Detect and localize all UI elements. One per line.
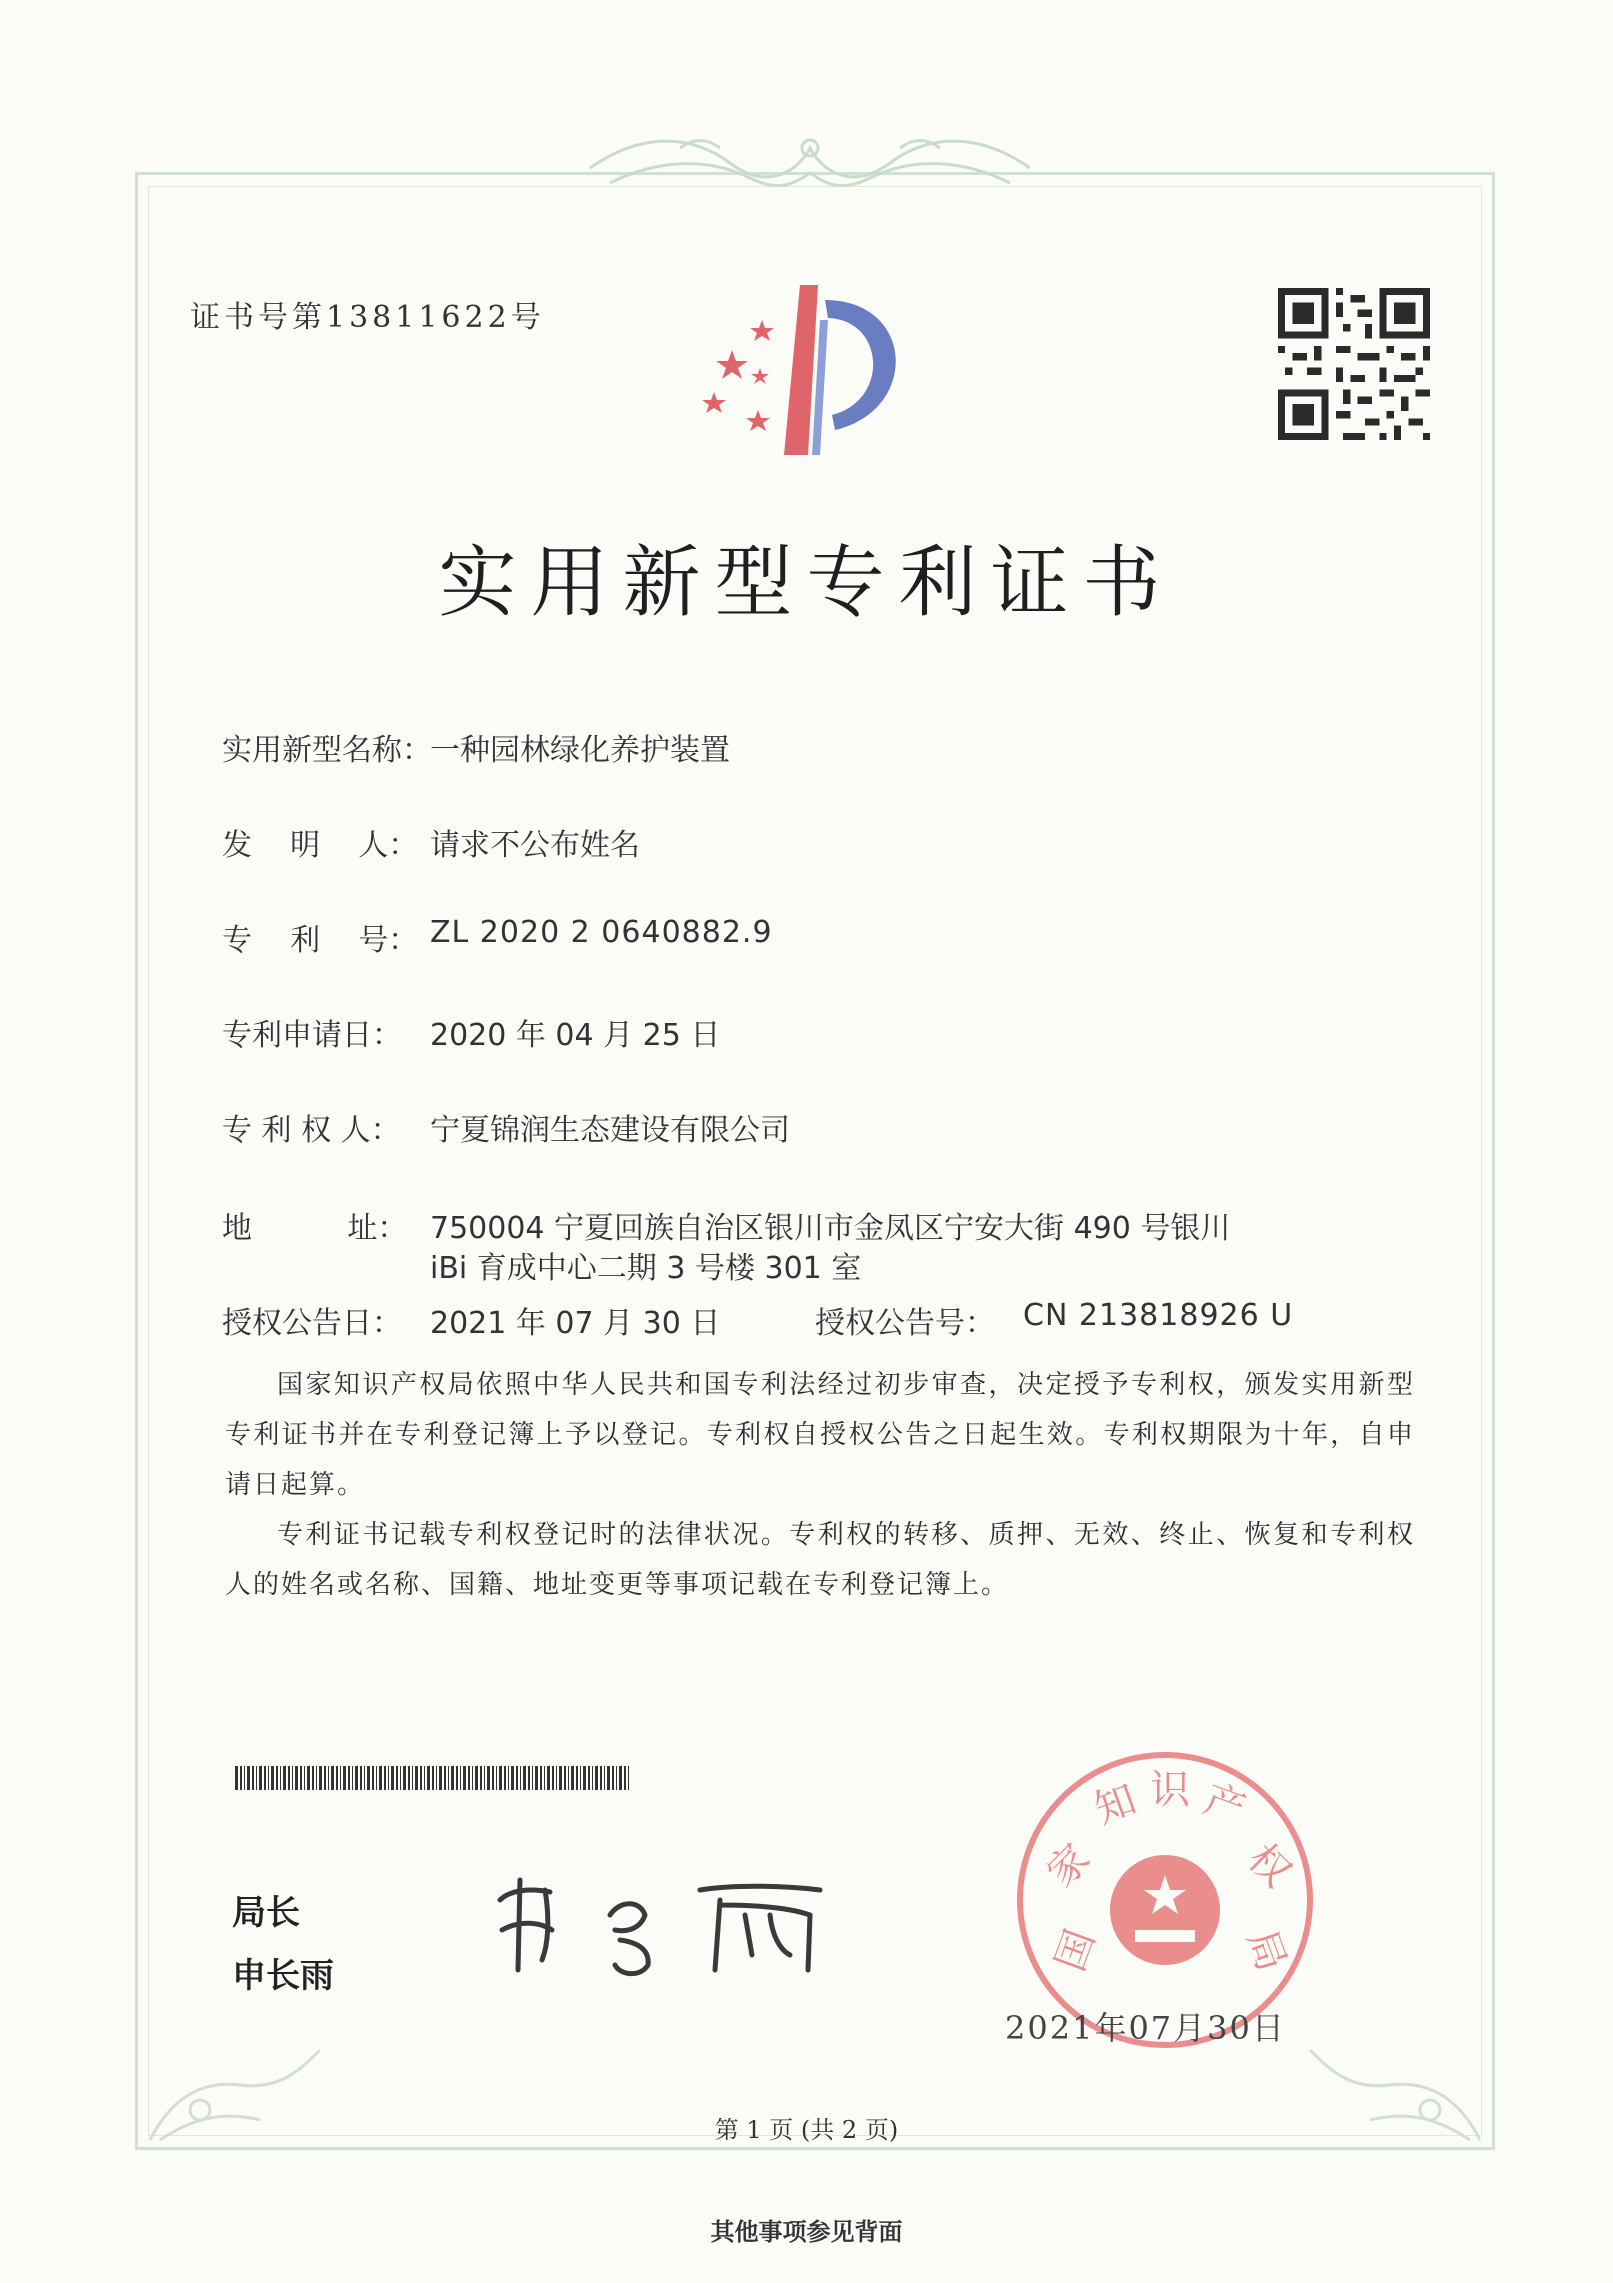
barcode-bar [472,1766,473,1790]
barcode-bar [283,1766,286,1790]
barcode-bar [319,1766,322,1790]
barcode-bar [367,1766,370,1790]
barcode-bar [336,1766,338,1790]
barcode-bar [492,1766,494,1790]
page-indicator: 第 1 页 (共 2 页) [714,2116,899,2144]
svg-text:权: 权 [1238,1835,1300,1897]
barcode-bar [523,1766,526,1790]
certificate-number: 证书号第13811622号 [190,300,545,335]
barcode-bar [487,1766,490,1790]
barcode-bar [244,1766,245,1790]
qr-code [1278,288,1430,440]
field-value-inventor: 请求不公布姓名 [430,828,640,863]
barcode-bar [556,1766,557,1790]
barcode-bar [408,1766,410,1790]
barcode-bar [396,1766,398,1790]
barcode-bar [247,1766,250,1790]
barcode-bar [559,1766,562,1790]
barcode-bar [547,1766,550,1790]
barcode-bar [420,1766,422,1790]
barcode-bar [307,1766,310,1790]
barcode-bar [568,1766,569,1790]
barcode-bar [580,1766,581,1790]
field-value-patent-number: ZL 2020 2 0640882.9 [430,915,773,950]
barcode-bar [612,1766,614,1790]
certificate-body [225,1360,1415,1610]
barcode-bar [499,1766,502,1790]
barcode-bar [360,1766,362,1790]
barcode-bar [343,1766,346,1790]
barcode-bar [391,1766,394,1790]
barcode-bar [616,1766,617,1790]
barcode-bar [340,1766,341,1790]
field-label-address: 地 址： [222,1211,408,1246]
barcode-bar [372,1766,374,1790]
barcode-bar [619,1766,622,1790]
barcode-bar [475,1766,478,1790]
barcode-bar [564,1766,566,1790]
barcode-bar [400,1766,401,1790]
barcode-bar [444,1766,446,1790]
barcode-bar [304,1766,305,1790]
body-paragraph: 专利证书记载专利权登记时的法律状况。专利权的转移、质押、无效、终止、恢复和专利权人的姓名或名称、国籍、地址变更等事项记载在专利登记簿上。 [225,1520,1415,1600]
barcode-bar [331,1766,334,1790]
barcode-bar [312,1766,314,1790]
field-label-patent-number: 专 利 号： [222,923,419,958]
svg-text:国: 国 [1047,1923,1105,1978]
back-note: 其他事项参见背面 [710,2217,903,2246]
barcode-bar [252,1766,254,1790]
barcode-bar [532,1766,533,1790]
barcode-bar [424,1766,425,1790]
barcode-bar [600,1766,602,1790]
barcode-bar [508,1766,509,1790]
handwritten-signature [490,1860,850,1990]
barcode-bar [595,1766,598,1790]
barcode-bar [451,1766,454,1790]
field-value-address-line2: iBi 育成中心二期 3 号楼 301 室 [430,1251,862,1286]
barcode-bar [528,1766,530,1790]
barcode-bar [463,1766,466,1790]
barcode-bar [552,1766,554,1790]
barcode-bar [316,1766,317,1790]
barcode-bar [484,1766,485,1790]
barcode-bar [448,1766,449,1790]
barcode-bar [288,1766,290,1790]
signer-title: 局长 [232,1893,300,1933]
barcode-bar [583,1766,586,1790]
signer-name: 申长雨 [232,1956,334,1996]
barcode-bar [276,1766,278,1790]
field-label-inventor: 发 明 人： [222,828,419,863]
field-value-patentee: 宁夏锦润生态建设有限公司 [430,1113,790,1148]
svg-text:识: 识 [1150,1767,1190,1813]
barcode-bar [240,1766,242,1790]
patent-office-logo [700,280,940,470]
field-label-patentee: 专 利 权 人： [222,1113,401,1148]
barcode-bar [504,1766,506,1790]
barcode-bar [468,1766,470,1790]
barcode-bar [295,1766,298,1790]
barcode-bar [259,1766,262,1790]
barcode-bar [271,1766,274,1790]
barcode-bar [628,1766,629,1790]
svg-text:知: 知 [1088,1776,1143,1834]
barcode-bar [480,1766,482,1790]
barcode-bar [403,1766,406,1790]
barcode-bar [412,1766,413,1790]
barcode-bar [388,1766,389,1790]
barcode-bar [607,1766,610,1790]
barcode [235,1766,630,1790]
barcode-bar [264,1766,266,1790]
barcode-bar [348,1766,350,1790]
svg-text:局: 局 [1237,1923,1295,1978]
body-paragraph: 国家知识产权局依照中华人民共和国专利法经过初步审查，决定授予专利权，颁发实用新型专利证书并在专利登记簿上予以登记。专利权自授权公告之日起生效。专利权期限为十年，自申请日起算。 [225,1370,1415,1500]
barcode-bar [516,1766,518,1790]
barcode-bar [496,1766,497,1790]
top-ornament [580,128,1040,208]
barcode-bar [520,1766,521,1790]
barcode-bar [379,1766,382,1790]
barcode-bar [268,1766,269,1790]
barcode-bar [592,1766,593,1790]
field-value-grant-date: 2021 年 07 月 30 日 [430,1306,721,1341]
barcode-bar [439,1766,442,1790]
field-label-grant-date: 授权公告日： [222,1306,402,1341]
barcode-bar [460,1766,461,1790]
field-label-announcement-number: 授权公告号： [815,1306,995,1341]
barcode-bar [415,1766,418,1790]
field-value-application-date: 2020 年 04 月 25 日 [430,1018,721,1053]
barcode-bar [384,1766,386,1790]
barcode-bar [571,1766,574,1790]
barcode-bar [300,1766,302,1790]
barcode-bar [588,1766,590,1790]
barcode-bar [427,1766,430,1790]
barcode-bar [624,1766,626,1790]
seal-date: 2021年07月30日 [1005,2009,1286,2047]
barcode-bar [280,1766,281,1790]
barcode-bar [576,1766,578,1790]
barcode-bar [256,1766,257,1790]
barcode-bar [364,1766,365,1790]
barcode-bar [540,1766,542,1790]
field-label-utility-model-name: 实用新型名称： [222,733,432,768]
field-value-address-line1: 750004 宁夏回族自治区银川市金凤区宁安大街 490 号银川 [430,1211,1231,1246]
barcode-bar [292,1766,293,1790]
barcode-bar [456,1766,458,1790]
field-value-announcement-number: CN 213818926 U [1023,1298,1294,1333]
barcode-bar [535,1766,538,1790]
barcode-bar [544,1766,545,1790]
svg-text:产: 产 [1197,1776,1252,1834]
barcode-bar [604,1766,605,1790]
barcode-bar [235,1766,238,1790]
barcode-bar [352,1766,353,1790]
barcode-bar [376,1766,377,1790]
barcode-bar [355,1766,358,1790]
field-value-utility-model-name: 一种园林绿化养护装置 [430,733,730,768]
barcode-bar [328,1766,329,1790]
svg-text:家: 家 [1038,1835,1100,1897]
barcode-bar [324,1766,326,1790]
certificate-title: 实用新型专利证书 [438,538,1175,628]
field-label-application-date: 专利申请日： [222,1018,402,1053]
barcode-bar [436,1766,437,1790]
barcode-bar [511,1766,514,1790]
barcode-bar [432,1766,434,1790]
